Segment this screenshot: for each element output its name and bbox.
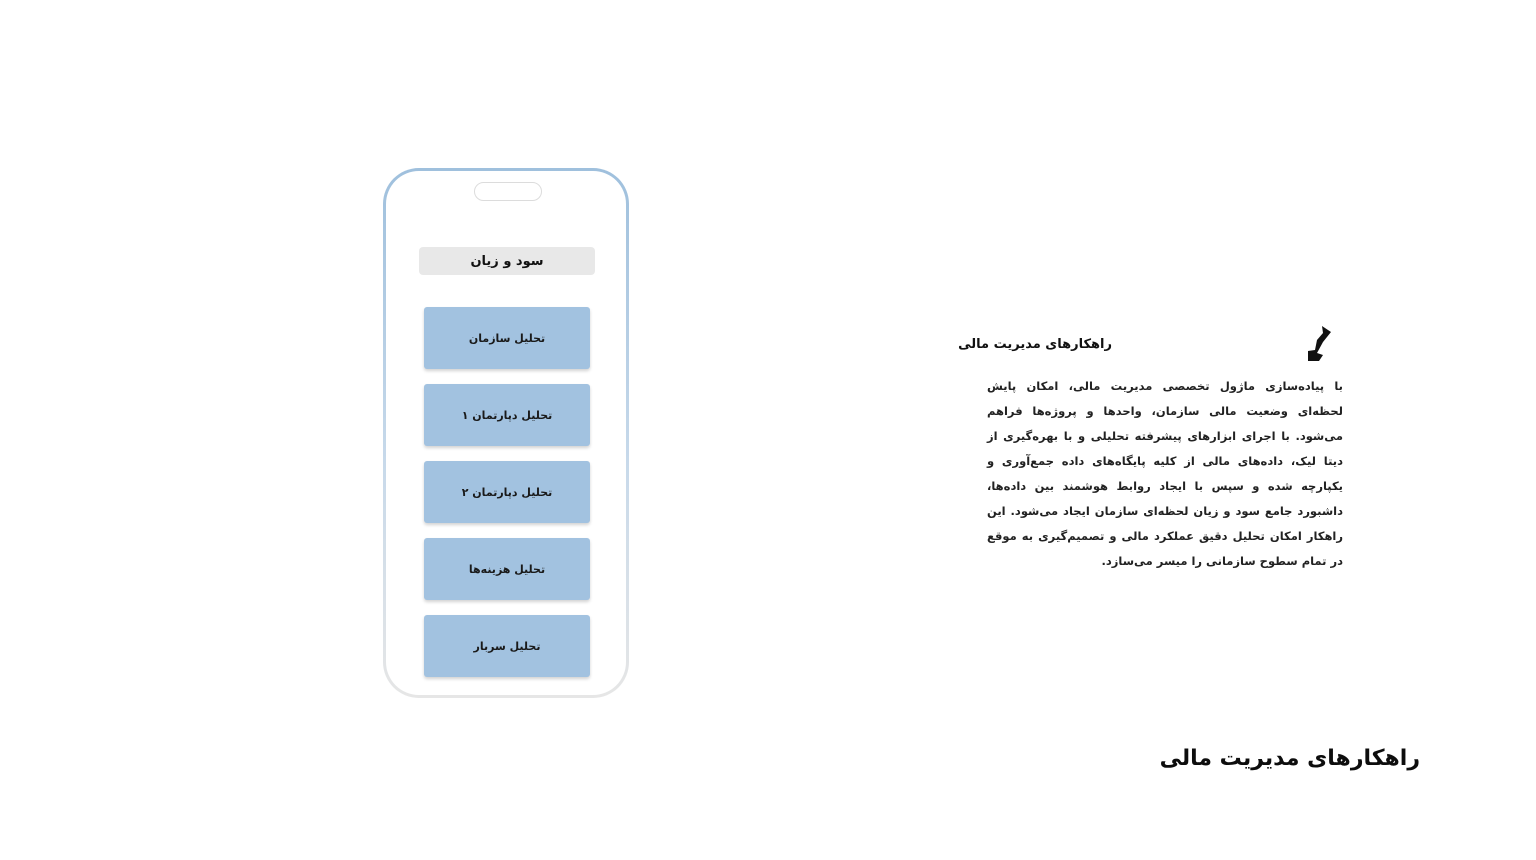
phone-notch <box>474 182 542 201</box>
brand-logo-icon <box>1302 324 1336 362</box>
footer-title: راهکارهای مدیریت مالی <box>1159 746 1420 771</box>
phone-screen-title: سود و زیان <box>419 247 595 275</box>
menu-item-department-2-analysis[interactable]: تحلیل دپارتمان ۲ <box>424 461 590 523</box>
phone-mockup <box>383 168 629 698</box>
section-body-text: با پیاده‌سازی ماژول تخصصی مدیریت مالی، امکان پایش لحظه‌ای وضعیت مالی سازمان، واحدها و پروژه‌ها فراهم می‌شود. با اجرای ابزارهای پیشرفته تحلیلی و با بهره‌گیری از دیتا لیک، داده‌های مالی از کلیه پایگاه‌های داده جمع‌آوری و یکپارچه شده و سپس با ایجاد روابط هوشمند بین داده‌ها، داشبورد جامع سود و زیان لحظه‌ای سازمان ایجاد می‌شود. این راهکار امکان تحلیل دقیق عملکرد مالی و تصمیم‌گیری به موقع در تمام سطوح سازمانی را میسر می‌سازد. <box>987 379 1343 568</box>
menu-item-organization-analysis[interactable]: تحلیل سازمان <box>424 307 590 369</box>
analysis-menu <box>424 307 590 692</box>
menu-item-costs-analysis[interactable]: تحلیل هزینه‌ها <box>424 538 590 600</box>
section-heading: راهکارهای مدیریت مالی <box>958 337 1112 352</box>
menu-item-department-1-analysis[interactable]: تحلیل دپارتمان ۱ <box>424 384 590 446</box>
menu-item-overhead-analysis[interactable]: تحلیل سربار <box>424 615 590 677</box>
